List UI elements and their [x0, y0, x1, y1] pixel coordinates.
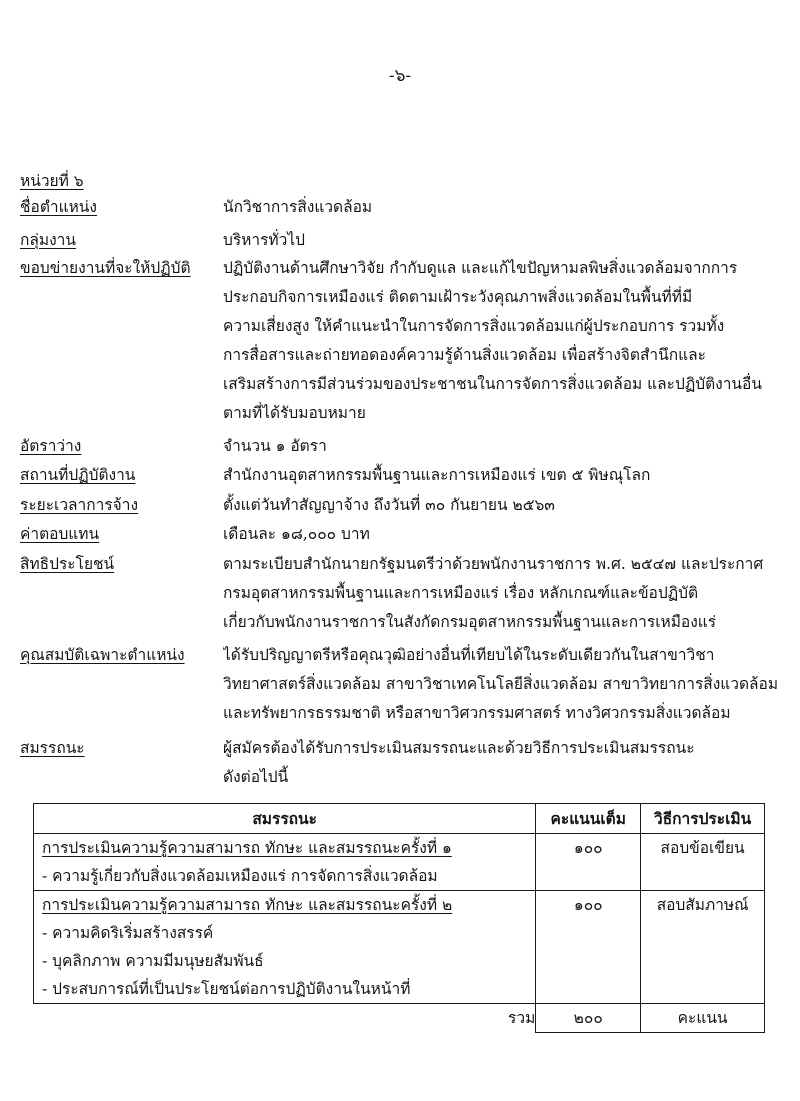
header-score: คะแนนเต็ม — [536, 804, 641, 834]
competency-line: ผู้สมัครต้องได้รับการประเมินสมรรถนะและด้วยวิธีการประเมินสมรรถนะ — [223, 739, 695, 757]
row-heading: การประเมินความรู้ความสามารถ ทักษะ และสมรรถนะครั้งที่ ๒ — [42, 896, 453, 914]
qualifications-label: คุณสมบัติเฉพาะตำแหน่ง — [20, 646, 185, 664]
page-number: -๖- — [388, 66, 412, 86]
table-row — [34, 891, 765, 1004]
total-score: ๒๐๐ — [536, 1004, 641, 1033]
group-label: กลุ่มงาน — [20, 231, 76, 249]
competency-table — [33, 803, 765, 1033]
scope-label: ขอบข่ายงานที่จะให้ปฏิบัติ — [20, 259, 191, 277]
scope-line: ความเสี่ยงสูง ให้คำแนะนำในการจัดการสิ่งแวดล้อมแก่ผู้ประกอบการ รวมทั้ง — [223, 317, 725, 335]
workplace-value: สำนักงานอุตสาหกรรมพื้นฐานและการเหมืองแร่ เขต ๕ พิษณุโลก — [223, 466, 651, 484]
period-value: ตั้งแต่วันทำสัญญาจ้าง ถึงวันที่ ๓๐ กันยายน ๒๕๖๓ — [223, 496, 555, 514]
header-items: สมรรถนะ — [34, 804, 536, 834]
qualifications-value — [223, 642, 788, 725]
method-cell — [641, 891, 765, 1004]
benefits-line: ตามระเบียบสำนักนายกรัฐมนตรีว่าด้วยพนักงานราชการ พ.ศ. ๒๕๔๗ และประกาศ — [223, 555, 764, 573]
table-header-row — [34, 804, 765, 834]
scope-line: ตามที่ได้รับมอบหมาย — [223, 404, 366, 422]
items-cell — [34, 891, 536, 1004]
row-item: - ประสบการณ์ที่เป็นประโยชน์ต่อการปฏิบัติงานในหน้าที่ — [42, 980, 411, 998]
benefits-label: สิทธิประโยชน์ — [20, 555, 115, 573]
benefits-line: เกี่ยวกับพนักงานราชการในสังกัดกรมอุตสาหกรรมพื้นฐานและการเหมืองแร่ — [223, 613, 717, 631]
vacancy-label: อัตราว่าง — [20, 437, 82, 455]
total-label: รวม — [34, 1004, 536, 1033]
row-item: - บุคลิกภาพ ความมีมนุษยสัมพันธ์ — [42, 952, 264, 970]
workplace-label: สถานที่ปฏิบัติงาน — [20, 466, 136, 484]
position-value: นักวิชาการสิ่งแวดล้อม — [223, 198, 373, 216]
table-row — [34, 834, 765, 891]
group-value: บริหารทั่วไป — [223, 231, 305, 249]
method-value: สอบข้อเขียน — [660, 839, 745, 857]
benefits-value — [223, 551, 788, 634]
row-item: - ความคิดริเริ่มสร้างสรรค์ — [42, 924, 214, 942]
row-heading: การประเมินความรู้ความสามารถ ทักษะ และสมรรถนะครั้งที่ ๑ — [42, 839, 452, 857]
row-item: - ความรู้เกี่ยวกับสิ่งแวดล้อมเหมืองแร่ การจัดการสิ่งแวดล้อม — [42, 867, 438, 885]
scope-line: ปฏิบัติงานด้านศึกษาวิจัย กำกับดูแล และแก้ไขปัญหามลพิษสิ่งแวดล้อมจากการ — [223, 259, 738, 277]
scope-line: เสริมสร้างการมีส่วนร่วมของประชาชนในการจัดการสิ่งแวดล้อม และปฏิบัติงานอื่น — [223, 375, 762, 393]
vacancy-value: จำนวน ๑ อัตรา — [223, 437, 327, 455]
competency-value — [223, 735, 788, 789]
position-label: ชื่อตำแหน่ง — [20, 198, 97, 216]
salary-label: ค่าตอบแทน — [20, 525, 100, 543]
qualifications-line: และทรัพยากรธรรมชาติ หรือสาขาวิศวกรรมศาสตร์ ทางวิศวกรรมสิ่งแวดล้อม — [223, 704, 731, 722]
method-cell — [641, 834, 765, 891]
salary-value: เดือนละ ๑๘,๐๐๐ บาท — [223, 525, 370, 543]
score-value: ๑๐๐ — [573, 839, 603, 857]
header-method: วิธีการประเมิน — [641, 804, 765, 834]
competency-line: ดังต่อไปนี้ — [223, 768, 289, 786]
total-unit: คะแนน — [641, 1004, 765, 1033]
unit-label: หน่วยที่ ๖ — [20, 172, 84, 190]
score-cell — [536, 834, 641, 891]
total-row — [34, 1004, 765, 1033]
qualifications-line: วิทยาศาสตร์สิ่งแวดล้อม สาขาวิชาเทคโนโลยีสิ่งแวดล้อม สาขาวิทยาการสิ่งแวดล้อม — [223, 675, 779, 693]
scope-line: การสื่อสารและถ่ายทอดองค์ความรู้ด้านสิ่งแวดล้อม เพื่อสร้างจิตสำนึกและ — [223, 346, 706, 364]
period-label: ระยะเวลาการจ้าง — [20, 496, 139, 514]
benefits-line: กรมอุตสาหกรรมพื้นฐานและการเหมืองแร่ เรื่อง หลักเกณฑ์และข้อปฏิบัติ — [223, 584, 699, 602]
items-cell — [34, 834, 536, 891]
scope-line: ประกอบกิจการเหมืองแร่ ติดตามเฝ้าระวังคุณภาพสิ่งแวดล้อมในพื้นที่ที่มี — [223, 288, 693, 306]
scope-value — [223, 255, 788, 425]
score-value: ๑๐๐ — [573, 896, 603, 914]
competency-label: สมรรถนะ — [20, 739, 85, 757]
score-cell — [536, 891, 641, 1004]
qualifications-line: ได้รับปริญญาตรีหรือคุณวุฒิอย่างอื่นที่เทียบได้ในระดับเดียวกันในสาขาวิชา — [223, 646, 715, 664]
method-value: สอบสัมภาษณ์ — [656, 896, 749, 914]
